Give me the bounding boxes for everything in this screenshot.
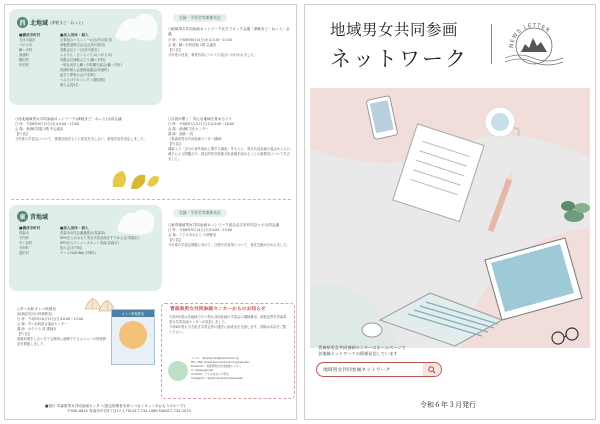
east-event-1-details xyxy=(168,228,293,248)
east-groups-heading: ■加入団体・個人 xyxy=(60,226,89,230)
north-region-header xyxy=(17,17,83,28)
event-detail-line: 会 場：深浦町役場 2階 中会議室 xyxy=(15,127,64,132)
group-item: 一般社団法人鰺ヶ沢町観光協会(鰺ヶ沢町) xyxy=(60,63,122,68)
east-event-1-title: ○東青地域男女共同参画ネットワーク総会及び市町村会との合同会議 xyxy=(168,223,279,227)
event-detail-line: 日 時：令和6年9月13日(水)14:00～15:00 xyxy=(15,122,79,127)
north-groups-heading: ■加入団体・個人 xyxy=(60,33,89,37)
event-detail-line: （青森県男女共同参画センター講師） xyxy=(168,137,224,142)
event-detail-line: 日 時：令和6年6月14日(水)13:30～14:50 xyxy=(168,37,232,42)
event-detail-line: 講師より「自分の意外流出に関する調査」をもとに、男女共同参画の視点から人口減少による問題点や、固定的性別役割分担意識を改めることの重要性について学びました。 xyxy=(168,147,290,162)
event-detail-line: 日 時：令和6年11月21日(木)14:00～16:00 xyxy=(168,122,235,127)
search-input[interactable] xyxy=(316,362,442,377)
member-item: つがる市 xyxy=(19,43,33,48)
event-detail-line: 最後料理をしない方でも簡単に調理できるメニューの料理教室を開催しました。 xyxy=(17,337,107,347)
north-event-3 xyxy=(168,117,293,162)
cover-title-block xyxy=(330,18,480,73)
center-mascot-icon xyxy=(168,361,188,381)
north-event-3-title: ○目指が繋く！安心な地域を育めるワケ xyxy=(168,117,233,121)
north-event-3-details xyxy=(168,122,293,162)
event-detail-line: 講 師：わたぐる 清 講師室 xyxy=(17,327,57,332)
event-detail-line: 今年度の学習会について、事業計画をもとに意見を出し合い、事業内容を決定しました。 xyxy=(15,137,147,142)
north-map-silhouette xyxy=(105,7,165,47)
east-members xyxy=(19,226,59,256)
stamp-label: NEWS LETTER xyxy=(508,22,552,49)
member-item: 鰺ヶ沢町 xyxy=(19,48,33,53)
north-event-1 xyxy=(168,27,293,58)
search-caption xyxy=(318,345,518,357)
cover-title-main: 地域男女共同参画 xyxy=(330,21,459,39)
member-item: 鶴田町 xyxy=(19,58,29,63)
event-detail-line: 会 場：深浦町文化センター xyxy=(168,127,209,132)
group-item: 有限会社ヒバ(五所川原市) xyxy=(60,48,99,53)
member-item: 外ヶ浜町 xyxy=(19,241,33,246)
north-region-title: 北地域 xyxy=(30,20,49,27)
svg-text:NEWS LETTER xyxy=(509,23,551,48)
east-event-2-subtitle: (地域住民向け料理教室) xyxy=(17,312,53,317)
desk-illustration xyxy=(310,88,590,348)
event-detail-line: 今年度の役員、事業内容についての話合いが行われました。 xyxy=(168,52,257,57)
east-map-silhouette xyxy=(109,203,161,237)
publisher-line-1: 青森県男女共同参画センター(指定管理者未来へつなぐネットあおもりグループ) xyxy=(56,404,185,408)
search-icon xyxy=(428,366,436,374)
east-region-badge: 東 xyxy=(17,211,28,222)
east-event-2-title: ○外ヶ浜町オトコ料理室 xyxy=(17,307,56,311)
member-item: 五所川原市 xyxy=(19,38,36,43)
group-item: NPO法人あおもり男女共同参画をすすめる会(青森市) xyxy=(60,236,139,241)
group-item: NPO法人ウィメンズネット青森(青森市) xyxy=(60,241,119,246)
contact-line: Instagram：@apio.danjokyodosankaku xyxy=(191,376,244,381)
caption-line: 青森県男女共同参画センターのホームページで xyxy=(318,345,406,350)
group-item: 虹の会(平内町) xyxy=(60,246,83,251)
east-members-heading: ■構成市町村 xyxy=(19,226,41,230)
event-detail-line: 【内 容】 xyxy=(15,132,30,137)
east-event-1 xyxy=(168,223,293,248)
mouse-icon xyxy=(362,323,382,337)
section-divider xyxy=(11,199,291,200)
north-event-2 xyxy=(15,117,160,142)
event-detail-line: 会 場：外ヶ浜町総合福祉センター xyxy=(17,322,68,327)
notice-line: 令和6年度も引き続き学習会等の運営に助成金を支援します。詳細は本誌をご覧ください。 xyxy=(169,325,287,334)
contact-line: HP：http://www.apio.pref.aomori.jp/gender/ xyxy=(191,360,250,365)
event-detail-line: 日 時：令和6年9月14日(木)14:00～15:00 xyxy=(168,228,232,233)
ginkgo-leaves-illustration xyxy=(109,167,161,193)
east-region-title: 青地域 xyxy=(30,214,49,221)
center-contact-lines xyxy=(191,356,291,381)
event-detail-line: 日 時：令和5年10月22日(日)10:00～13:00 xyxy=(17,317,84,322)
member-item: 今別町 xyxy=(19,246,29,251)
group-item: チームTAZUNA(今別町) xyxy=(60,251,96,256)
east-region-header xyxy=(17,211,48,222)
east-member-list xyxy=(19,231,59,256)
publisher-label: ■発行 xyxy=(45,404,56,408)
search-caption-text xyxy=(318,345,518,357)
search-input-value: 地域男女共同参画ネットワーク xyxy=(323,368,391,373)
caption-line: 各地域ネットワークの情報発信しています xyxy=(318,351,398,356)
event-detail-line: 【内 容】 xyxy=(168,142,183,147)
north-region-badge: 西 xyxy=(17,17,28,28)
center-notice-title: 青森県男女共同参画センターからのお知らせ xyxy=(170,307,266,312)
contact-line: Facebook：青森県男女共同参画センター xyxy=(191,364,242,369)
left-page xyxy=(4,4,297,420)
publisher-footer xyxy=(45,404,191,415)
north-member-list xyxy=(19,38,59,68)
publication-date: 令和６年３月発行 xyxy=(420,401,476,409)
member-item: 青森市 xyxy=(19,231,29,236)
group-item: 起きて夢育む会(中泊町) xyxy=(60,73,96,78)
north-region-subtitle: (津軽まど・ねっと) xyxy=(50,19,84,25)
title-divider xyxy=(491,24,492,64)
north-event-1-title: ○地域男女共同参画ネットワーク北方ブロック会議「津軽まど・ねっと」会議 xyxy=(168,27,290,37)
east-event-2 xyxy=(17,307,109,347)
news-letter-postmark-stamp xyxy=(503,18,565,66)
event-detail-line: 会 場：アピオあおもり 小研修室 xyxy=(168,233,217,238)
group-item: 青森市女性会議連絡会(青森市) xyxy=(60,231,106,236)
east-event-2-details xyxy=(17,317,109,347)
event-detail-line: 今年度の学習会開催に向けて、日程や内容等について、意見交換が行われました。 xyxy=(168,243,290,248)
event-detail-line: 【内 容】 xyxy=(168,238,183,243)
search-button[interactable] xyxy=(423,363,441,376)
cover-title-sub: ネットワーク xyxy=(330,47,468,71)
event-detail-line: 講 師：高橋 一枝 xyxy=(168,132,194,137)
poster-food-image xyxy=(119,321,147,349)
member-item: 中泊町 xyxy=(19,63,29,68)
group-item: 有限会社津軽ぶどう(鰺ヶ沢町) xyxy=(60,58,106,63)
center-notice-body xyxy=(169,315,289,335)
group-item: 個人会員3名 xyxy=(60,83,79,88)
member-item: 蓬田村 xyxy=(19,251,29,256)
north-event-1-details xyxy=(168,38,293,58)
center-contact xyxy=(191,356,291,381)
north-event-2-title: ○西北地域男女共同参画ネットワーク(津軽まど・ねっと)合同会議 xyxy=(15,117,122,121)
notice-line: 令和5年度は各地域で行う男女共同参画の学習会の講師費用、消耗品等を青森県男女共同参画センターが負担しました。 xyxy=(169,315,287,324)
contact-line: メール：danjokyodo@pref.aomori.jp xyxy=(191,356,239,360)
group-item: 企業組合ぐるっくーお(五所川原市) xyxy=(60,38,113,43)
group-item: 津軽鉄道株式会社(五所川原市) xyxy=(60,43,106,48)
contact-line: X：@apiogender xyxy=(191,368,214,373)
poster-title: オトコ料理教室 xyxy=(112,310,154,317)
group-item: 深浦町婦人会連絡協議会(深浦町) xyxy=(60,68,109,73)
publisher-line-2: 〒030-0822 青森市中央3丁目17-1 TEL017-732-1085 FAX017-732-1073 xyxy=(67,409,191,414)
event-detail-line: 【内 容】 xyxy=(168,47,183,52)
north-meeting-tag: 会議・学習会等開催状況 xyxy=(173,14,227,22)
center-notice-lines xyxy=(169,315,289,335)
east-meeting-tag: 会議・学習会等開催状況 xyxy=(173,209,227,217)
cooking-class-poster xyxy=(111,309,155,365)
north-event-2-details xyxy=(15,122,160,142)
north-members xyxy=(19,33,59,68)
member-item: 深浦町 xyxy=(19,53,29,58)
member-item: 平内町 xyxy=(19,236,29,241)
group-item: つるたほプロジェクト(鶴田町) xyxy=(60,78,106,83)
contact-line: YouTube：アピオあおもり男女 xyxy=(191,372,229,377)
north-members-heading: ■構成市町村 xyxy=(19,33,41,37)
group-item: ふるやん・さくらぐりみ(つがる市) xyxy=(60,53,113,58)
event-detail-line: 会 場：鰺ヶ沢町役場 2階 会議室 xyxy=(168,42,217,47)
event-detail-line: 【内 容】 xyxy=(17,332,32,337)
